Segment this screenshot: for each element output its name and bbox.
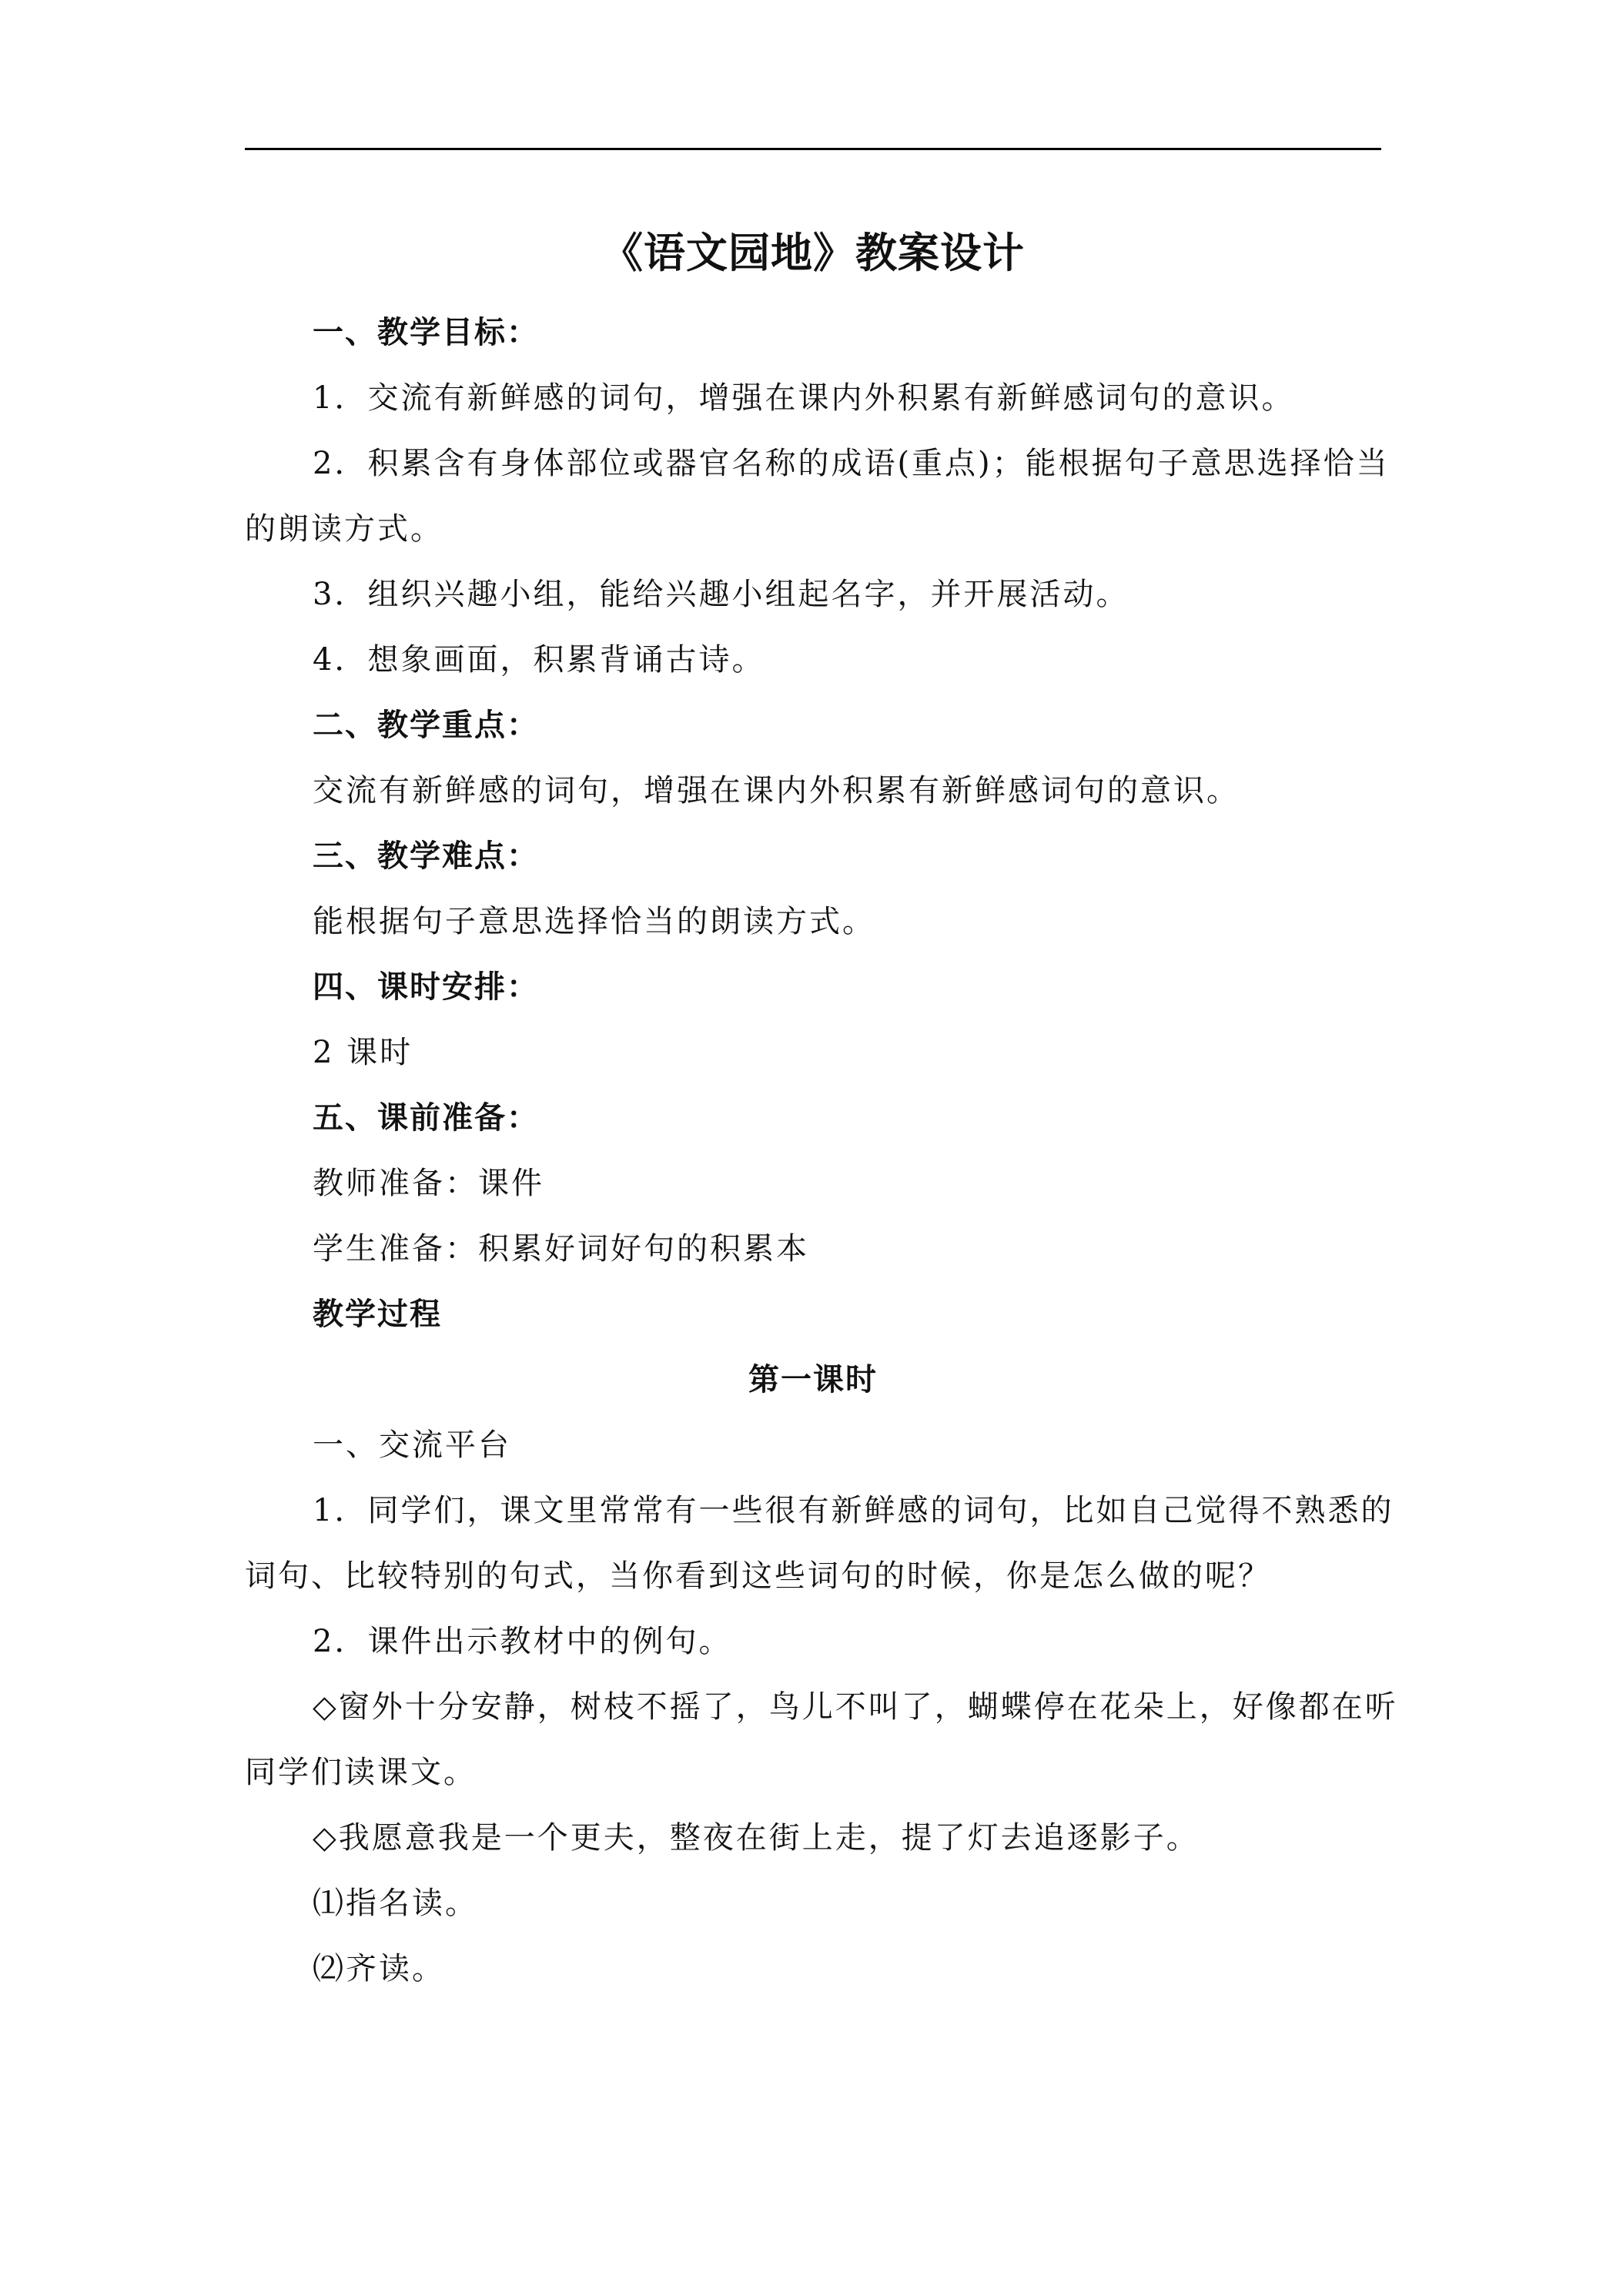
teacher-preparation: 教师准备：课件 — [313, 1166, 544, 1201]
document-title: 《语文园地》教案设计 — [601, 228, 1025, 277]
objective-item-2: 2．积累含有身体部位或器官名称的成语(重点)；能根据句子意思选择恰当 — [313, 446, 1390, 481]
section-heading-difficulties: 三、教学难点： — [313, 838, 539, 874]
sub-step-1: ⑴指名读。 — [313, 1886, 478, 1921]
step-2: 2．课件出示教材中的例句。 — [313, 1624, 732, 1659]
difficulties-text: 能根据句子意思选择恰当的朗读方式。 — [313, 904, 875, 939]
document-body — [245, 300, 1398, 2002]
section-heading-objectives: 一、教学目标： — [313, 315, 539, 350]
first-lesson-heading: 第一课时 — [748, 1362, 878, 1397]
example-sentence-2: ◇我愿意我是一个更夫，整夜在街上走，提了灯去追逐影子。 — [313, 1820, 1200, 1856]
objective-item-1: 1．交流有新鲜感的词句，增强在课内外积累有新鲜感词句的意识。 — [313, 380, 1295, 416]
sub-step-2: ⑵齐读。 — [313, 1951, 445, 1986]
key-points-text: 交流有新鲜感的词句，增强在课内外积累有新鲜感词句的意识。 — [313, 773, 1240, 808]
student-preparation: 学生准备：积累好词好句的积累本 — [313, 1231, 809, 1267]
section-heading-key-points: 二、教学重点： — [313, 708, 539, 743]
section-heading-schedule: 四、课时安排： — [313, 969, 539, 1005]
section-heading-preparation: 五、课前准备： — [313, 1100, 539, 1136]
exchange-platform-heading: 一、交流平台 — [313, 1427, 511, 1463]
example-sentence-1: ◇窗外十分安静，树枝不摇了，鸟儿不叫了，蝴蝶停在花朵上，好像都在听 — [313, 1689, 1398, 1725]
objective-item-3: 3．组织兴趣小组，能给兴趣小组起名字，并开展活动。 — [313, 577, 1129, 612]
header-rule — [245, 148, 1381, 150]
objective-item-4: 4．想象画面，积累背诵古诗。 — [313, 642, 765, 678]
teaching-process-heading: 教学过程 — [313, 1297, 442, 1332]
schedule-text: 2 课时 — [313, 1035, 413, 1070]
step-1-continued: 词句、比较特别的句式，当你看到这些词句的时候，你是怎么做的呢？ — [245, 1558, 1271, 1594]
objective-item-2-continued: 的朗读方式。 — [245, 511, 443, 547]
step-1: 1．同学们，课文里常常有一些很有新鲜感的词句，比如自己觉得不熟悉的 — [313, 1493, 1394, 1528]
example-sentence-1-continued: 同学们读课文。 — [245, 1755, 477, 1790]
